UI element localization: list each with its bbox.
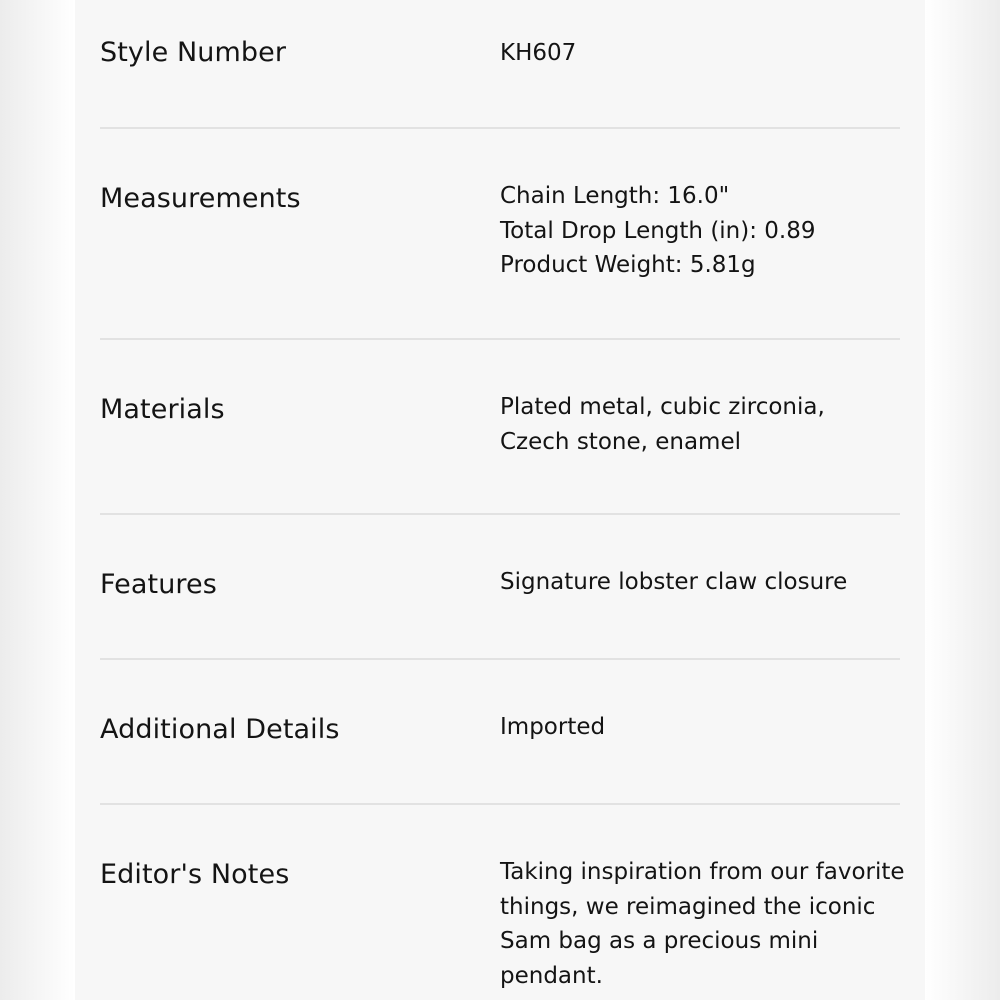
detail-label: Features [100, 569, 217, 600]
detail-value: Signature lobster claw closure [500, 569, 848, 595]
detail-value-line: Sam bag as a precious mini [500, 928, 819, 954]
detail-value: KH607 [500, 40, 577, 66]
detail-value-line: Plated metal, cubic zirconia, [500, 394, 825, 420]
detail-value-line: Czech stone, enamel [500, 428, 742, 455]
detail-value-line: Chain Length: 16.0" [500, 183, 730, 209]
detail-value [500, 179, 905, 283]
detail-value-line: pendant. [500, 962, 603, 989]
product-details-panel [75, 0, 925, 1000]
detail-value-line: Product Weight: 5.81g [500, 252, 756, 278]
detail-label: Additional Details [100, 714, 340, 745]
detail-value [500, 855, 905, 993]
detail-value-line: Total Drop Length (in): 0.89 [500, 217, 816, 244]
detail-label: Materials [100, 394, 225, 425]
detail-label: Editor's Notes [100, 859, 290, 890]
divider [100, 127, 900, 129]
divider [100, 513, 900, 515]
detail-value: Imported [500, 714, 606, 740]
divider [100, 658, 900, 660]
detail-label: Measurements [100, 183, 301, 214]
detail-label: Style Number [100, 37, 287, 68]
divider [100, 803, 900, 805]
detail-value-line: things, we reimagined the iconic [500, 893, 876, 920]
detail-value [500, 390, 905, 459]
detail-value-line: Taking inspiration from our favorite [500, 859, 905, 885]
divider [100, 338, 900, 340]
